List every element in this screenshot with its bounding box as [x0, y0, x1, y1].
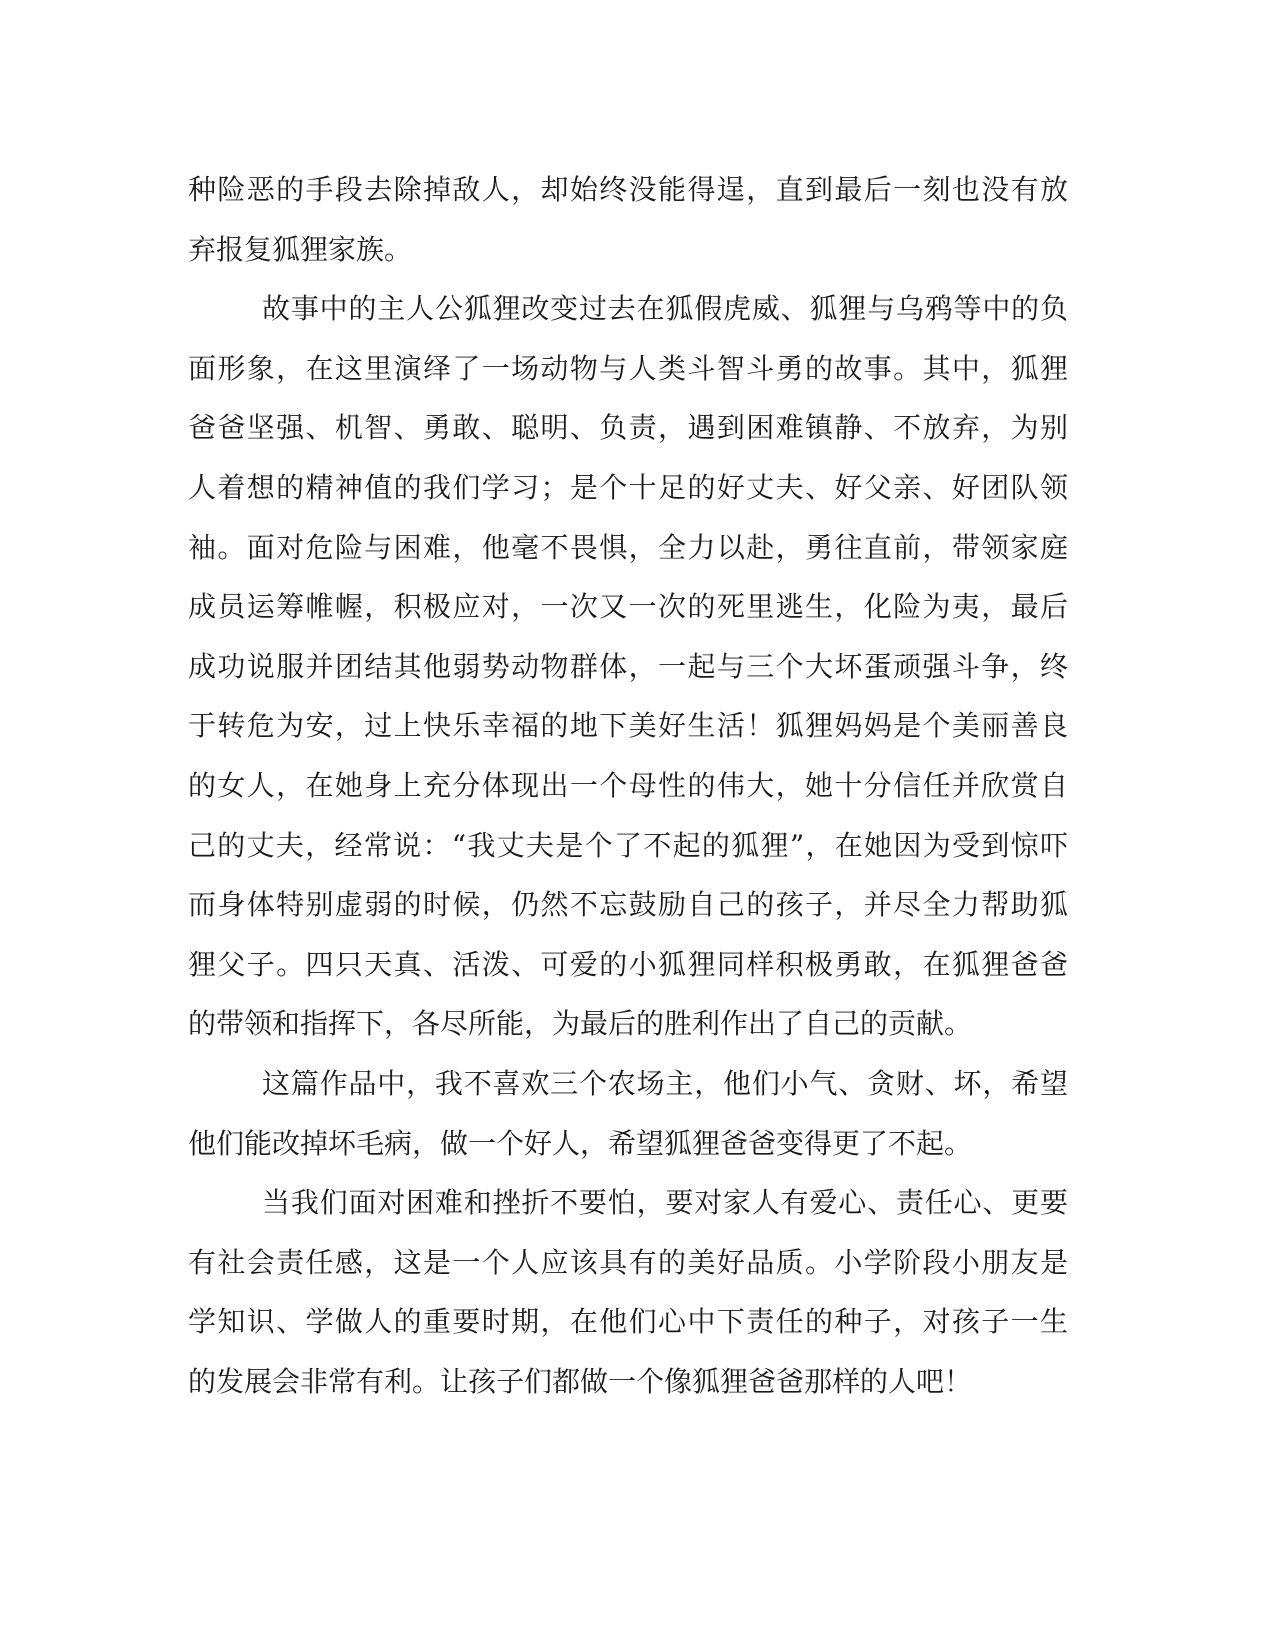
- text-line: 而身体特别虚弱的时候，仍然不忘鼓励自己的孩子，并尽全力帮助狐: [188, 888, 1068, 922]
- text-line: 有社会责任感，这是一个人应该具有的美好品质。小学阶段小朋友是: [188, 1245, 1068, 1279]
- text-line: 成功说服并团结其他弱势动物群体，一起与三个大坏蛋顽强斗争，终: [188, 649, 1068, 683]
- text-line: 成员运筹帷幄，积极应对，一次又一次的死里逃生，化险为夷，最后: [188, 590, 1068, 624]
- text-line: 狸父子。四只天真、活泼、可爱的小狐狸同样积极勇敢，在狐狸爸爸: [188, 947, 1068, 981]
- text-line: 人着想的精神值的我们学习；是个十足的好丈夫、好父亲、好团队领: [188, 470, 1068, 504]
- paragraph-start-line: 当我们面对困难和挫折不要怕，要对家人有爱心、责任心、更要: [262, 1186, 1068, 1220]
- text-line: 的女人，在她身上充分体现出一个母性的伟大，她十分信任并欣赏自: [188, 768, 1068, 802]
- text-line: 他们能改掉坏毛病，做一个好人，希望狐狸爸爸变得更了不起。: [188, 1126, 973, 1160]
- text-line: 面形象，在这里演绎了一场动物与人类斗智斗勇的故事。其中，狐狸: [188, 351, 1068, 385]
- text-line: 种险恶的手段去除掉敌人，却始终没能得逞，直到最后一刻也没有放: [188, 173, 1068, 206]
- text-line: 己的丈夫，经常说：“我丈夫是个了不起的狐狸”，在她因为受到惊吓: [188, 828, 1068, 862]
- text-line: 于转危为安，过上快乐幸福的地下美好生活！狐狸妈妈是个美丽善良: [188, 709, 1068, 743]
- text-line: 学知识、学做人的重要时期，在他们心中下责任的种子，对孩子一生: [188, 1305, 1068, 1339]
- body-text: [188, 160, 1068, 1411]
- text-line: 的带领和指挥下，各尽所能，为最后的胜利作出了自己的贡献。: [188, 1007, 973, 1041]
- text-line: 袖。面对危险与困难，他毫不畏惧，全力以赴，勇往直前，带领家庭: [188, 530, 1068, 564]
- text-line: 爸爸坚强、机智、勇敢、聪明、负责，遇到困难镇静、不放弃，为别: [188, 411, 1068, 445]
- paragraph-start-line: 这篇作品中，我不喜欢三个农场主，他们小气、贪财、坏，希望: [262, 1066, 1068, 1100]
- text-line: 弃报复狐狸家族。: [188, 232, 413, 266]
- paragraph-start-line: 故事中的主人公狐狸改变过去在狐假虎威、狐狸与乌鸦等中的负: [262, 292, 1068, 326]
- text-line: 的发展会非常有利。让孩子们都做一个像狐狸爸爸那样的人吧！: [188, 1364, 973, 1398]
